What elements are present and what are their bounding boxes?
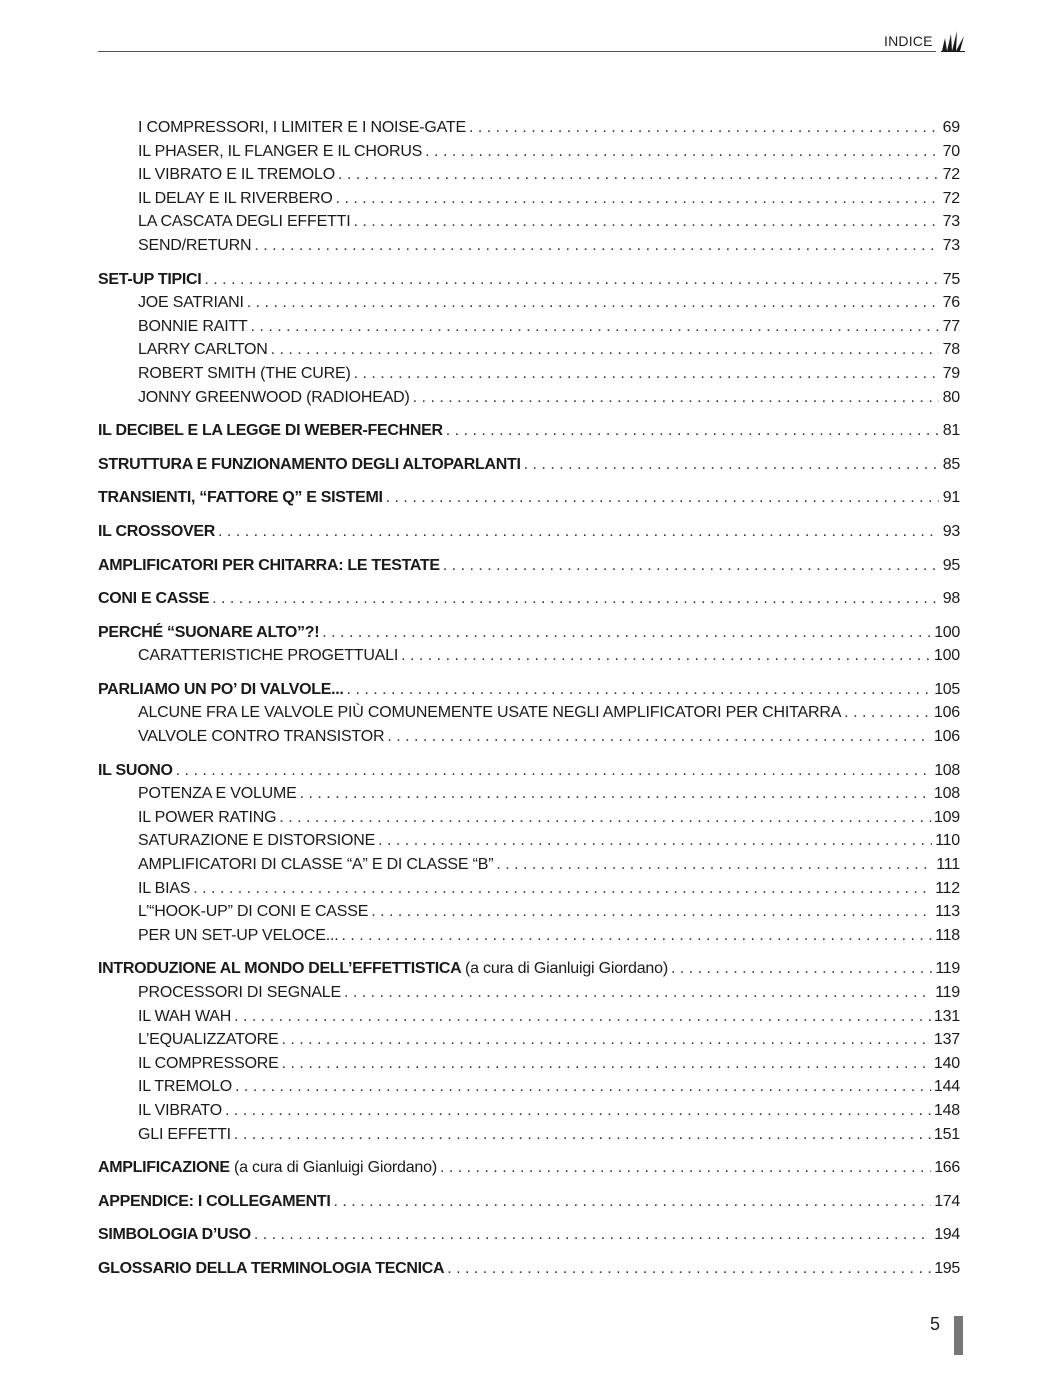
dot-leader [387,725,931,749]
toc-page-number: 151 [933,1125,960,1143]
toc-page-number: 78 [942,341,960,359]
toc-entry-title: LA CASCATA DEGLI EFFETTI [138,213,351,231]
toc-page-number: 118 [935,926,960,944]
toc-chapter-row[interactable] [98,1190,960,1214]
toc-entry-row[interactable] [98,1099,960,1123]
toc-entry-title: LARRY CARLTON [138,341,268,359]
toc-chapter-title-wrap [98,759,173,783]
dot-leader [401,644,931,668]
toc-entry-title: IL PHASER, IL FLANGER E IL CHORUS [138,142,423,160]
dot-leader [496,853,933,877]
toc-entry-title: IL COMPRESSORE [138,1054,279,1072]
toc-chapter-title-wrap [98,1223,251,1247]
toc-chapter-title-wrap [98,1257,444,1281]
toc-page-number: 106 [933,704,960,722]
toc-page-number: 106 [933,728,960,746]
toc-chapter-title: CONI E CASSE [98,590,210,608]
toc-page-number: 95 [942,556,960,574]
toc-chapter-title: STRUTTURA E FUNZIONAMENTO DEGLI ALTOPARLANTI [98,455,521,473]
dot-leader [254,1223,931,1247]
dot-leader [282,1052,931,1076]
table-of-contents [98,116,960,1291]
toc-page-number: 109 [933,808,960,826]
toc-chapter-row[interactable] [98,621,960,645]
toc-entry-row[interactable] [98,1123,960,1147]
toc-chapter-row[interactable] [98,1156,960,1180]
toc-entry-row[interactable] [98,116,960,140]
toc-entry-row[interactable] [98,782,960,806]
dot-leader [440,1156,931,1180]
toc-section [98,453,960,477]
toc-section [98,1257,960,1281]
toc-entry-row[interactable] [98,924,960,948]
dot-leader [251,315,939,339]
toc-chapter-title: APPENDICE: I COLLEGAMENTI [98,1192,331,1210]
toc-page-number: 73 [942,236,960,254]
toc-page-number: 70 [942,142,960,160]
toc-entry-row[interactable] [98,291,960,315]
toc-page-number: 91 [942,489,960,507]
toc-chapter-title: PERCHÉ “SUONARE ALTO”?! [98,623,320,641]
toc-page-number: 100 [934,623,960,641]
dot-leader [447,1257,931,1281]
dot-leader [353,210,939,234]
toc-page-number: 76 [942,294,960,312]
toc-section [98,621,960,668]
toc-page-number: 110 [935,832,960,850]
toc-entry-row[interactable] [98,338,960,362]
dot-leader [386,486,939,510]
toc-chapter-row[interactable] [98,587,960,611]
toc-entry-title: ALCUNE FRA LE VALVOLE PIÙ COMUNEMENTE USATE NEGLI AMPLIFICATORI PER CHITARRA [138,704,842,722]
toc-entry-row[interactable] [98,386,960,410]
toc-entry-title: IL DELAY E IL RIVERBERO [138,189,333,207]
page-edge-tab [954,1316,963,1355]
dot-leader [254,234,939,258]
toc-chapter-note: (a cura di Gianluigi Giordano) [464,960,668,978]
dot-leader [281,1028,930,1052]
toc-page-number: 72 [942,166,960,184]
dot-leader [844,701,931,725]
toc-section [98,1223,960,1247]
dot-leader [425,140,939,164]
toc-page-number: 195 [934,1259,960,1277]
toc-section [98,486,960,510]
dot-leader [524,453,939,477]
toc-entry-row[interactable] [98,806,960,830]
toc-section [98,759,960,948]
toc-entry-title: PER UN SET-UP VELOCE... [138,926,339,944]
toc-entry-row[interactable] [98,725,960,749]
toc-chapter-title-wrap [98,520,215,544]
toc-entry-row[interactable] [98,981,960,1005]
toc-chapter-title: TRANSIENTI, “FATTORE Q” E SISTEMI [98,489,383,507]
toc-entry-title: I COMPRESSORI, I LIMITER E I NOISE-GATE [138,119,466,136]
toc-entry-row[interactable] [98,1052,960,1076]
toc-chapter-title-wrap [98,486,383,510]
toc-chapter-row[interactable] [98,759,960,783]
dot-leader [235,1075,931,1099]
toc-chapter-title: AMPLIFICAZIONE [98,1159,230,1177]
toc-chapter-note: (a cura di Gianluigi Giordano) [233,1159,437,1177]
toc-entry-title: L’EQUALIZZATORE [138,1031,279,1049]
dot-leader [279,806,931,830]
toc-chapter-title: SET-UP TIPICI [98,270,202,288]
toc-entry-title: CARATTERISTICHE PROGETTUALI [138,647,399,665]
toc-entry-title: VALVOLE CONTRO TRANSISTOR [138,728,385,746]
toc-entry-title: BONNIE RAITT [138,317,248,335]
toc-chapter-title-wrap [98,621,319,645]
toc-entry-title: IL POWER RATING [138,808,277,826]
toc-page-number: 100 [933,647,960,665]
toc-page-number: 81 [942,422,960,440]
toc-page-number: 85 [942,455,960,473]
dot-leader [371,900,932,924]
toc-section [98,587,960,611]
toc-entry-row[interactable] [98,644,960,668]
toc-page-number: 140 [933,1054,960,1072]
toc-page-number: 72 [942,189,960,207]
dot-leader [354,362,939,386]
toc-page-number: 93 [942,522,960,540]
toc-entry-row[interactable] [98,900,960,924]
toc-section [98,520,960,544]
toc-page-number: 148 [933,1101,960,1119]
toc-chapter-title: SIMBOLOGIA D’USO [98,1226,251,1244]
toc-chapter-title-wrap [98,957,668,981]
toc-page-number: 174 [934,1192,960,1210]
toc-entry-title: ROBERT SMITH (THE CURE) [138,364,351,382]
toc-entry-title: L’“HOOK-UP” DI CONI E CASSE [138,903,369,921]
toc-section [98,678,960,749]
dot-leader [204,268,939,292]
toc-chapter-title: IL SUONO [98,761,173,779]
header-rule [98,51,936,52]
toc-chapter-row[interactable] [98,1223,960,1247]
toc-page-number: 79 [942,364,960,382]
toc-chapter-row[interactable] [98,453,960,477]
dot-leader [413,386,939,410]
toc-chapter-title-wrap [98,1190,331,1214]
page-number: 5 [930,1314,941,1334]
toc-entry-title: IL TREMOLO [138,1078,233,1096]
toc-entry-row[interactable] [98,829,960,853]
dot-leader [338,163,939,187]
toc-chapter-title-wrap [98,678,344,702]
toc-section [98,268,960,410]
toc-entry-row[interactable] [98,362,960,386]
toc-entry-title: IL VIBRATO E IL TREMOLO [138,166,335,184]
toc-entry-row[interactable] [98,701,960,725]
toc-section [98,419,960,443]
dot-leader [247,291,939,315]
toc-chapter-row[interactable] [98,268,960,292]
toc-entry-row[interactable] [98,187,960,211]
toc-chapter-row[interactable] [98,554,960,578]
dot-leader [671,957,932,981]
toc-entry-title: POTENZA E VOLUME [138,785,297,803]
toc-page-number: 137 [933,1031,960,1049]
toc-chapter-title-wrap [98,453,521,477]
toc-entry-title: JOE SATRIANI [138,294,244,312]
dot-leader [218,520,939,544]
toc-page-number: 131 [933,1007,960,1025]
toc-entry-row[interactable] [98,1005,960,1029]
dot-leader [212,587,939,611]
toc-chapter-title-wrap [98,1156,437,1180]
dot-leader [193,877,932,901]
toc-page-number: 108 [933,785,960,803]
toc-page-number: 119 [935,960,960,978]
dot-leader [225,1099,931,1123]
dot-leader [344,981,932,1005]
toc-entry-row[interactable] [98,1028,960,1052]
dot-leader [443,554,939,578]
toc-entry-row[interactable] [98,853,960,877]
toc-entry-title: PROCESSORI DI SEGNALE [138,984,341,1001]
toc-page-number: 119 [935,984,960,1001]
toc-chapter-title: PARLIAMO UN PO’ DI VALVOLE... [98,680,344,698]
dot-leader [176,759,932,783]
toc-entry-row[interactable] [98,163,960,187]
toc-page-number: 77 [942,317,960,335]
toc-page-number: 98 [942,590,960,608]
dot-leader [271,338,939,362]
dot-leader [336,187,939,211]
toc-entry-title: GLI EFFETTI [138,1125,231,1143]
toc-entry-row[interactable] [98,234,960,258]
dot-leader [300,782,931,806]
toc-page-number: 194 [934,1226,960,1244]
dot-leader [234,1123,931,1147]
dot-leader [334,1190,932,1214]
toc-entry-title: SATURAZIONE E DISTORSIONE [138,832,376,850]
toc-entry-row[interactable] [98,877,960,901]
toc-entry-title: SEND/RETURN [138,236,252,254]
toc-chapter-row[interactable] [98,678,960,702]
toc-page-number: 166 [934,1159,960,1177]
toc-entry-title: JONNY GREENWOOD (RADIOHEAD) [138,388,410,406]
toc-chapter-title-wrap [98,587,209,611]
dot-leader [347,678,932,702]
toc-page-number: 105 [934,680,960,698]
toc-chapter-title: INTRODUZIONE AL MONDO DELL’EFFETTISTICA [98,960,461,978]
toc-entry-title: IL WAH WAH [138,1007,232,1025]
toc-chapter-row[interactable] [98,486,960,510]
toc-section [98,1156,960,1180]
toc-page-number: 108 [934,761,960,779]
toc-page-number: 112 [935,879,960,897]
toc-page-number: 69 [942,119,960,136]
toc-chapter-title-wrap [98,419,443,443]
toc-entry-title: IL VIBRATO [138,1101,222,1119]
header-section-label: INDICE [884,33,933,49]
toc-section [98,957,960,1146]
grass-logo-icon [940,30,966,52]
toc-entry-row[interactable] [98,315,960,339]
toc-chapter-row[interactable] [98,957,960,981]
dot-leader [446,419,939,443]
toc-chapter-row[interactable] [98,520,960,544]
toc-chapter-row[interactable] [98,1257,960,1281]
toc-page-number: 75 [942,270,960,288]
toc-entry-row[interactable] [98,140,960,164]
toc-chapter-title: IL CROSSOVER [98,522,216,540]
toc-entry-title: IL BIAS [138,879,191,897]
dot-leader [342,924,933,948]
dot-leader [469,116,939,140]
toc-entry-title: AMPLIFICATORI DI CLASSE “A” E DI CLASSE “B” [138,856,494,874]
toc-section [98,554,960,578]
toc-page-number: 80 [942,388,960,406]
toc-entry-row[interactable] [98,1075,960,1099]
toc-chapter-title-wrap [98,554,440,578]
toc-entry-row[interactable] [98,210,960,234]
toc-chapter-title-wrap [98,268,201,292]
toc-page-number: 144 [933,1078,960,1096]
dot-leader [322,621,931,645]
toc-chapter-title: IL DECIBEL E LA LEGGE DI WEBER-FECHNER [98,422,443,440]
toc-page-number: 73 [942,213,960,231]
toc-page-number: 113 [935,903,960,921]
toc-chapter-title: GLOSSARIO DELLA TERMINOLOGIA TECNICA [98,1259,445,1277]
toc-section [98,1190,960,1214]
toc-section [98,116,960,258]
dot-leader [234,1005,931,1029]
toc-page-number: 111 [936,856,960,874]
toc-chapter-row[interactable] [98,419,960,443]
toc-chapter-title: AMPLIFICATORI PER CHITARRA: LE TESTATE [98,556,440,574]
dot-leader [378,829,932,853]
